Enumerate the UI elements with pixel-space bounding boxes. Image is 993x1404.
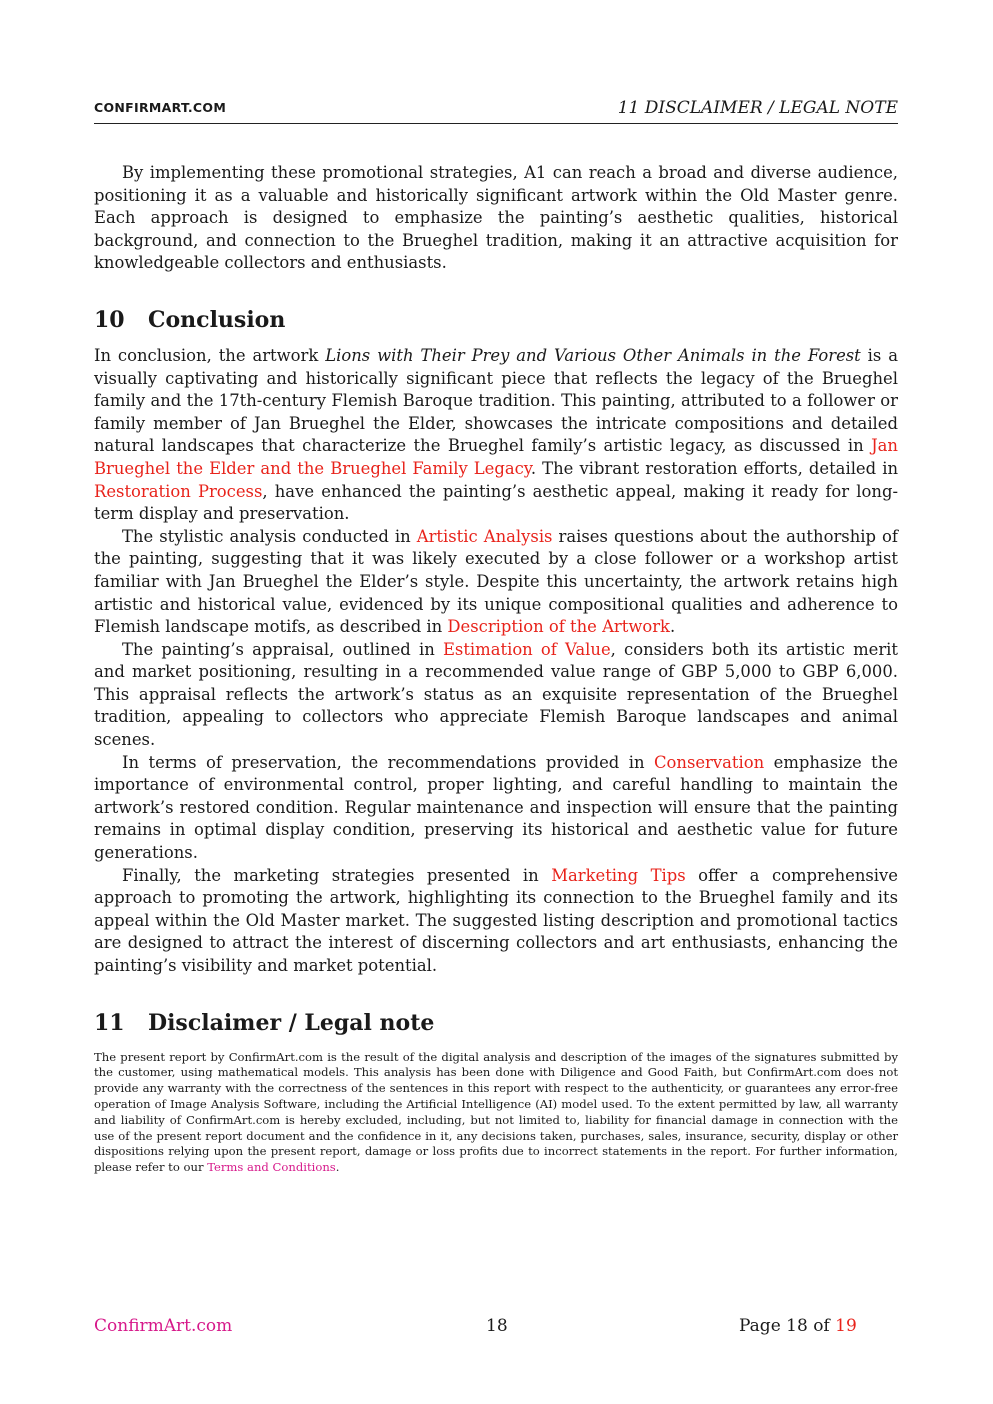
- conclusion-paragraph-1: [94, 345, 898, 526]
- text: . The vibrant restoration efforts, detailed in: [530, 458, 898, 478]
- section-heading-conclusion: [94, 307, 898, 333]
- footer-site-link[interactable]: ConfirmArt.com: [94, 1316, 233, 1336]
- link-marketing-tips[interactable]: Marketing Tips: [551, 865, 686, 885]
- link-terms-conditions[interactable]: Terms and Conditions: [207, 1160, 336, 1175]
- disclaimer-paragraph: [94, 1050, 898, 1176]
- section-title: Conclusion: [148, 306, 286, 333]
- conclusion-paragraph-2: [94, 526, 898, 639]
- text: , have enhanced the painting’s aesthetic appeal, making it ready for long-term display and preservation.: [94, 481, 898, 524]
- text: .: [670, 617, 676, 637]
- text: emphasize the importance of environmental control, proper lighting, and careful handling to maintain the artwork’s restored condition. Regular maintenance and inspection will ensure that the painting remains in optimal display condition, preserving its historical and aesthetic value for future generations.: [94, 752, 898, 863]
- running-title: 11 DISCLAIMER / LEGAL NOTE: [617, 98, 898, 118]
- page-label: Page 18 of: [739, 1316, 836, 1336]
- conclusion-paragraph-5: [94, 865, 898, 978]
- text: .: [335, 1160, 340, 1175]
- text: , considers both its artistic merit and market positioning, resulting in a recommended value range of GBP 5,000 to GBP 6,000. This appraisal reflects the artwork’s status as an exquisite representation of the Brueghel tradition, appealing to collectors who appreciate Flemish Baroque landscapes and animal scenes.: [94, 639, 898, 750]
- page-content: [94, 162, 898, 1176]
- text: The present report by ConfirmArt.com is the result of the digital analysis and description of the images of the signatures submitted by the customer, using mathematical models. This analysis has been done with Diligence and Good Faith, but ConfirmArt.com does not provide any warranty with the correctness of the sentences in this report with respect to the authenticity, or guarantees any error-free operation of Image Analysis Software, including the Artificial Intelligence (AI) model used. To the extent permitted by law, all warranty and liability of ConfirmArt.com is hereby excluded, including, but not limited to, liability for financial damage in connection with the use of the present report document and the confidence in it, any decisions taken, purchases, sales, insurance, security, display or other dispositions relying upon the present report, damage or loss profits due to incorrect statements in the report. For further information, please refer to our: [94, 1049, 898, 1175]
- text: The stylistic analysis conducted in: [122, 526, 417, 546]
- intro-paragraph: By implementing these promotional strategies, A1 can reach a broad and diverse audience, positioning it as a valuable and historically significant artwork within the Old Master genre. Each approach is designed to emphasize the painting’s aesthetic qualities, historical background, and connection to the Brueghel tradition, making it an attractive acquisition for knowledgeable collectors and enthusiasts.: [94, 163, 898, 273]
- section-heading-disclaimer: [94, 1010, 898, 1036]
- text: is a visually captivating and historically significant piece that reflects the legacy of the Brueghel family and the 17th-century Flemish Baroque tradition. This painting, attributed to a follower or family member of Jan Brueghel the Elder, showcases the intricate compositions and detailed natural landscapes that characterize the Brueghel family’s artistic legacy, as discussed in: [94, 345, 898, 456]
- conclusion-paragraph-3: [94, 639, 898, 752]
- total-pages-link[interactable]: 19: [835, 1316, 857, 1336]
- text: The painting’s appraisal, outlined in: [122, 639, 443, 659]
- logo: CONFIRMART.COM: [94, 100, 227, 115]
- page-header: [94, 96, 898, 124]
- conclusion-paragraph-4: [94, 752, 898, 865]
- link-restoration-process[interactable]: Restoration Process: [94, 481, 263, 501]
- link-conservation[interactable]: Conservation: [653, 752, 765, 772]
- link-artistic-analysis[interactable]: Artistic Analysis: [416, 526, 553, 546]
- link-estimation-value[interactable]: Estimation of Value: [442, 639, 611, 659]
- page-footer: [94, 1316, 898, 1340]
- footer-page-number: 18: [486, 1316, 508, 1336]
- footer-page-count: [739, 1316, 857, 1336]
- link-brueghel-legacy[interactable]: Jan Brueghel the Elder and the Brueghel Family Legacy: [94, 436, 898, 478]
- section-number: 10: [94, 306, 125, 333]
- text: raises questions about the authorship of the painting, suggesting that it was likely executed by a close follower or a workshop artist familiar with Jan Brueghel the Elder’s style. Despite this uncertainty, the artwork retains high artistic and historical value, evidenced by its unique compositional qualities and adherence to Flemish landscape motifs, as described in: [94, 526, 898, 637]
- text: Finally, the marketing strategies presented in: [122, 865, 552, 885]
- text: In conclusion, the artwork: [94, 345, 326, 365]
- text: offer a comprehensive approach to promoting the artwork, highlighting its connection to the Brueghel family and its appeal within the Old Master market. The suggested listing description and promotional tactics are designed to attract the interest of discerning collectors and art enthusiasts, enhancing the painting’s visibility and market potential.: [94, 865, 898, 975]
- section-title: Disclaimer / Legal note: [148, 1009, 435, 1036]
- section-number: 11: [94, 1009, 125, 1036]
- link-description-artwork[interactable]: Description of the Artwork: [447, 617, 670, 637]
- text: In terms of preservation, the recommendations provided in: [122, 752, 654, 772]
- artwork-title: Lions with Their Prey and Various Other Animals in the Forest: [325, 345, 861, 365]
